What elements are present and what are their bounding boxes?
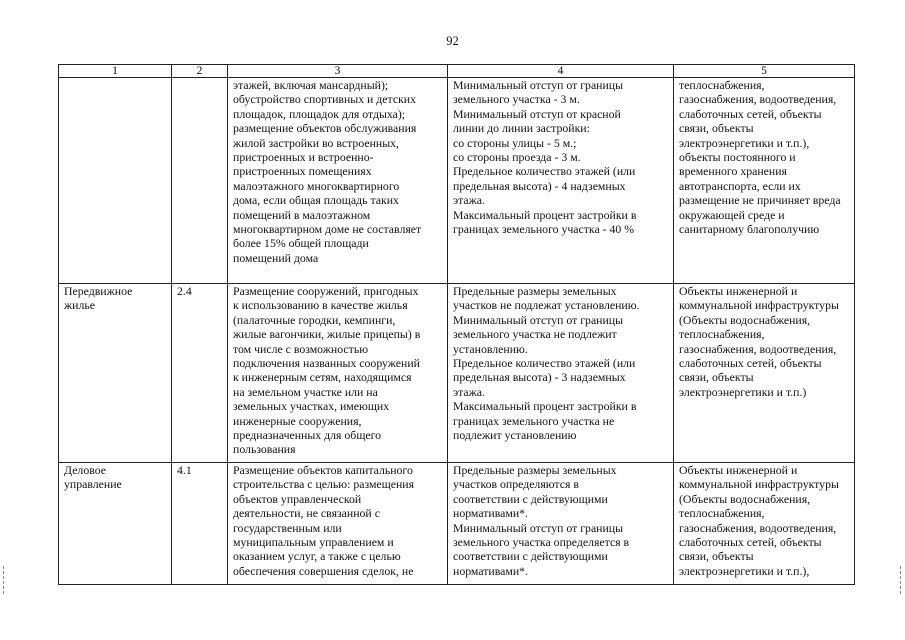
column-header-4: 4 bbox=[448, 65, 674, 78]
use-description-cell: Размещение сооружений, пригодных к использованию в качестве жилья (палаточные городки, кемпинги, жилые вагончики, жилые прицепы) в том числе с возможностью подключения названных сооружений к инженерным сетям, находящимся на земельном участке или на земельных участках, имеющих инженерные сооружения, предназначенных для общего пользования bbox=[228, 284, 448, 463]
auxiliary-uses-cell: Объекты инженерной и коммунальной инфраструктуры (Объекты водоснабжения, теплоснабжения, газоснабжения, водоотведения, слаботочных сетей, объекты связи, объекты электроэнергетики и т.п.), bbox=[674, 463, 855, 585]
parameters-cell: Минимальный отступ от границы земельного участка - 3 м. Минимальный отступ от красной линии до линии застройки: со стороны улицы - 5 м.; со стороны проезда - 3 м. Предельное количество этажей (или предельная высота) - 4 надземных этажа. Максимальный процент застройки в границах земельного участка - 40 % bbox=[448, 78, 674, 284]
use-code-cell: 2.4 bbox=[172, 284, 228, 463]
parameters-cell: Предельные размеры земельных участков определяются в соответствии с действующими нормативами*. Минимальный отступ от границы земельного участка определяется в соответствии с действующими нормативами*. bbox=[448, 463, 674, 585]
use-code-cell: 4.1 bbox=[172, 463, 228, 585]
use-description-cell: этажей, включая мансардный); обустройство спортивных и детских площадок, площадок для отдыха); размещение объектов обслуживания жилой застройки во встроенных, пристроенных и встроенно- пристроенных помещениях малоэтажного многоквартирного дома, если общая площадь таких помещений в малоэтажном многоквартирном доме не составляет более 15% общей площади помещений дома bbox=[228, 78, 448, 284]
table-row bbox=[59, 78, 855, 284]
column-header-3: 3 bbox=[228, 65, 448, 78]
use-name-cell: Передвижное жилье bbox=[59, 284, 172, 463]
table-row bbox=[59, 463, 855, 585]
use-code-cell bbox=[172, 78, 228, 284]
use-name-cell: Деловое управление bbox=[59, 463, 172, 585]
use-name-cell bbox=[59, 78, 172, 284]
land-use-table bbox=[58, 64, 855, 585]
column-header-1: 1 bbox=[59, 65, 172, 78]
left-binding-mark bbox=[3, 566, 5, 594]
page-number: 92 bbox=[446, 34, 459, 48]
use-description-cell: Размещение объектов капитального строительства с целью: размещения объектов управленческой деятельности, не связанной с государственным или муниципальным управлением и оказанием услуг, а также с целью обеспечения совершения сделок, не bbox=[228, 463, 448, 585]
right-binding-mark bbox=[900, 566, 902, 594]
header-row bbox=[59, 65, 855, 78]
auxiliary-uses-cell: теплоснабжения, газоснабжения, водоотведения, слаботочных сетей, объекты связи, объекты электроэнергетики и т.п.), объекты постоянного и временного хранения автотранспорта, если их размещение не причиняет вреда окружающей среде и санитарному благополучию bbox=[674, 78, 855, 284]
column-header-5: 5 bbox=[674, 65, 855, 78]
auxiliary-uses-cell: Объекты инженерной и коммунальной инфраструктуры (Объекты водоснабжения, теплоснабжения, газоснабжения, водоотведения, слаботочных сетей, объекты связи, объекты электроэнергетики и т.п.) bbox=[674, 284, 855, 463]
parameters-cell: Предельные размеры земельных участков не подлежат установлению. Минимальный отступ от границы земельного участка не подлежит установлению. Предельное количество этажей (или предельная высота) - 3 надземных этажа. Максимальный процент застройки в границах земельного участка не подлежит установлению bbox=[448, 284, 674, 463]
column-header-2: 2 bbox=[172, 65, 228, 78]
table-row bbox=[59, 284, 855, 463]
